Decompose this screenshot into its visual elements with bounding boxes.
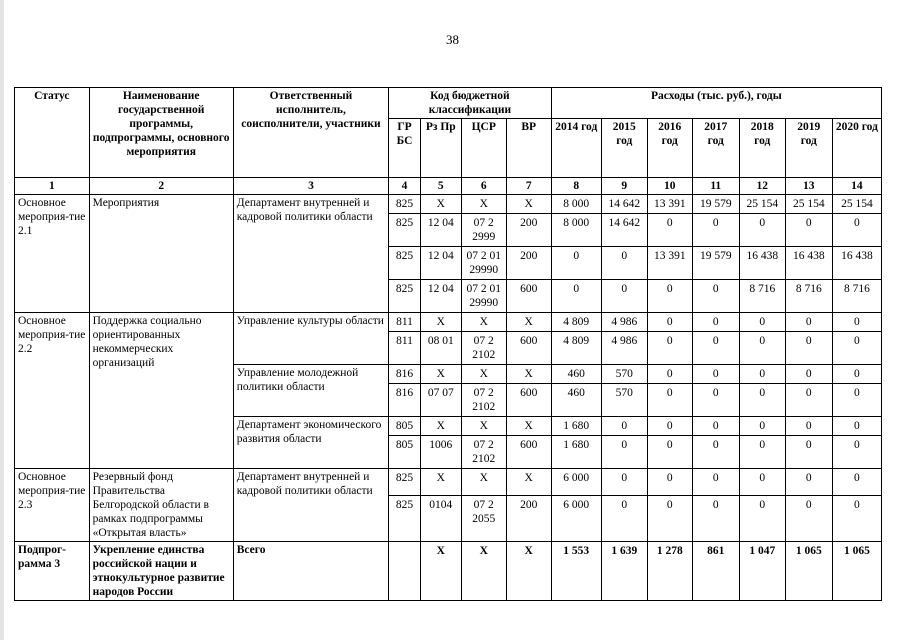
csr-cell: 07 2 01 29990	[461, 247, 506, 280]
y2014-cell: 1 680	[551, 417, 601, 436]
y2014-cell: 4 809	[551, 313, 601, 332]
subprogram-y2015-cell: 1 639	[601, 542, 647, 601]
y2015-cell: 0	[601, 417, 647, 436]
column-number: 6	[461, 178, 506, 195]
y2014-cell: 6 000	[551, 495, 601, 541]
y2017-cell: 0	[692, 365, 739, 384]
y2014-cell: 6 000	[551, 469, 601, 496]
y2017-cell: 0	[692, 313, 739, 332]
subprogram-executor-cell: Всего	[233, 542, 388, 601]
header-row-1	[15, 88, 882, 119]
measure-name-cell: Поддержка социально ориентированных некоммерческих организаций	[89, 313, 233, 469]
rzpr-cell: X	[420, 469, 461, 496]
csr-cell: X	[461, 195, 506, 214]
y2016-cell: 0	[647, 365, 692, 384]
executor-cell: Департамент внутренней и кадровой политики области	[233, 195, 388, 313]
y2017-cell: 0	[692, 469, 739, 496]
y2017-cell: 0	[692, 417, 739, 436]
column-number: 11	[692, 178, 739, 195]
y2017-cell: 0	[692, 280, 739, 313]
grbs-cell: 825	[389, 280, 421, 313]
y2019-cell: 0	[785, 313, 832, 332]
subprogram-y2020-cell: 1 065	[832, 542, 881, 601]
y2014-cell: 1 680	[551, 436, 601, 469]
y2015-cell: 4 986	[601, 332, 647, 365]
vr-cell: X	[506, 313, 551, 332]
rzpr-cell: X	[420, 313, 461, 332]
y2019-cell: 0	[785, 214, 832, 247]
status-cell: Основное мероприя-тие 2.1	[15, 195, 90, 313]
column-number: 14	[832, 178, 881, 195]
y2019-cell: 0	[785, 417, 832, 436]
measure-name-cell: Резервный фонд Правительства Белгородской области в рамках подпрограммы «Открытая власть»	[89, 469, 233, 542]
grbs-cell: 825	[389, 247, 421, 280]
y2014-cell: 8 000	[551, 214, 601, 247]
y2016-cell: 0	[647, 313, 692, 332]
subprogram-vr-cell: X	[506, 542, 551, 601]
y2020-cell: 0	[832, 365, 881, 384]
status-cell: Основное мероприя-тие 2.3	[15, 469, 90, 542]
y2018-cell: 0	[739, 469, 785, 496]
y2018-cell: 25 154	[739, 195, 785, 214]
header-vr: ВР	[506, 119, 551, 178]
vr-cell: 200	[506, 214, 551, 247]
y2014-cell: 0	[551, 247, 601, 280]
header-year-2018: 2018 год	[739, 119, 785, 178]
grbs-cell: 805	[389, 436, 421, 469]
y2020-cell: 0	[832, 313, 881, 332]
y2017-cell: 0	[692, 384, 739, 417]
y2015-cell: 14 642	[601, 214, 647, 247]
rzpr-cell: 1006	[420, 436, 461, 469]
y2015-cell: 570	[601, 384, 647, 417]
header-budget-code: Код бюджетной классификации	[389, 88, 552, 119]
table-row	[15, 469, 882, 496]
y2019-cell: 0	[785, 436, 832, 469]
csr-cell: X	[461, 313, 506, 332]
table-row	[15, 313, 882, 332]
csr-cell: 07 2 2102	[461, 436, 506, 469]
y2020-cell: 0	[832, 469, 881, 496]
grbs-cell: 825	[389, 469, 421, 496]
vr-cell: 600	[506, 280, 551, 313]
column-number: 3	[233, 178, 388, 195]
grbs-cell: 816	[389, 365, 421, 384]
csr-cell: X	[461, 417, 506, 436]
column-number: 7	[506, 178, 551, 195]
subprogram-y2017-cell: 861	[692, 542, 739, 601]
column-number-row	[15, 178, 882, 195]
y2018-cell: 0	[739, 495, 785, 541]
y2019-cell: 0	[785, 365, 832, 384]
y2018-cell: 0	[739, 365, 785, 384]
y2019-cell: 0	[785, 384, 832, 417]
measure-name-cell: Мероприятия	[89, 195, 233, 313]
header-year-2016: 2016 год	[647, 119, 692, 178]
executor-cell: Управление молодежной политики области	[233, 365, 388, 417]
csr-cell: 07 2 2102	[461, 384, 506, 417]
column-number: 9	[601, 178, 647, 195]
y2019-cell: 0	[785, 469, 832, 496]
subprogram-grbs-cell	[389, 542, 421, 601]
y2018-cell: 8 716	[739, 280, 785, 313]
y2017-cell: 19 579	[692, 247, 739, 280]
header-year-2020: 2020 год	[832, 119, 881, 178]
y2014-cell: 8 000	[551, 195, 601, 214]
y2019-cell: 0	[785, 495, 832, 541]
executor-cell: Департамент внутренней и кадровой политики области	[233, 469, 388, 542]
grbs-cell: 825	[389, 495, 421, 541]
y2018-cell: 0	[739, 417, 785, 436]
vr-cell: X	[506, 195, 551, 214]
csr-cell: 07 2 2055	[461, 495, 506, 541]
grbs-cell: 805	[389, 417, 421, 436]
y2020-cell: 25 154	[832, 195, 881, 214]
y2017-cell: 19 579	[692, 195, 739, 214]
column-number: 12	[739, 178, 785, 195]
rzpr-cell: 08 01	[420, 332, 461, 365]
y2015-cell: 0	[601, 280, 647, 313]
header-executor: Ответственный исполнитель, соисполнители, участники	[233, 88, 388, 178]
vr-cell: 600	[506, 436, 551, 469]
y2019-cell: 25 154	[785, 195, 832, 214]
vr-cell: 600	[506, 384, 551, 417]
y2016-cell: 0	[647, 495, 692, 541]
vr-cell: X	[506, 417, 551, 436]
vr-cell: 200	[506, 495, 551, 541]
csr-cell: X	[461, 365, 506, 384]
grbs-cell: 811	[389, 313, 421, 332]
y2018-cell: 0	[739, 332, 785, 365]
header-year-2019: 2019 год	[785, 119, 832, 178]
table-row	[15, 195, 882, 214]
y2019-cell: 0	[785, 332, 832, 365]
rzpr-cell: 12 04	[420, 280, 461, 313]
header-name: Наименование государственной программы, подпрограммы, основного мероприятия	[89, 88, 233, 178]
column-number: 13	[785, 178, 832, 195]
y2020-cell: 16 438	[832, 247, 881, 280]
subprogram-y2016-cell: 1 278	[647, 542, 692, 601]
y2018-cell: 16 438	[739, 247, 785, 280]
rzpr-cell: 0104	[420, 495, 461, 541]
y2016-cell: 0	[647, 417, 692, 436]
y2016-cell: 0	[647, 436, 692, 469]
subprogram-y2018-cell: 1 047	[739, 542, 785, 601]
header-year-2015: 2015 год	[601, 119, 647, 178]
subprogram-rzpr-cell: X	[420, 542, 461, 601]
rzpr-cell: X	[420, 417, 461, 436]
y2018-cell: 0	[739, 384, 785, 417]
rzpr-cell: 07 07	[420, 384, 461, 417]
header-year-2017: 2017 год	[692, 119, 739, 178]
y2015-cell: 0	[601, 469, 647, 496]
y2014-cell: 4 809	[551, 332, 601, 365]
budget-table	[14, 87, 882, 601]
header-csr: ЦСР	[461, 119, 506, 178]
y2016-cell: 0	[647, 332, 692, 365]
y2014-cell: 460	[551, 365, 601, 384]
y2016-cell: 0	[647, 469, 692, 496]
y2015-cell: 0	[601, 247, 647, 280]
y2020-cell: 0	[832, 384, 881, 417]
y2017-cell: 0	[692, 214, 739, 247]
executor-cell: Управление культуры области	[233, 313, 388, 365]
rzpr-cell: 12 04	[420, 247, 461, 280]
grbs-cell: 825	[389, 214, 421, 247]
y2020-cell: 0	[832, 436, 881, 469]
y2017-cell: 0	[692, 436, 739, 469]
subprogram-y2014-cell: 1 553	[551, 542, 601, 601]
y2014-cell: 0	[551, 280, 601, 313]
scan-edge-shadow	[0, 0, 4, 640]
y2020-cell: 0	[832, 332, 881, 365]
executor-cell: Департамент экономического развития области	[233, 417, 388, 469]
y2020-cell: 0	[832, 495, 881, 541]
grbs-cell: 811	[389, 332, 421, 365]
grbs-cell: 825	[389, 195, 421, 214]
column-number: 10	[647, 178, 692, 195]
y2017-cell: 0	[692, 332, 739, 365]
subprogram-y2019-cell: 1 065	[785, 542, 832, 601]
rzpr-cell: X	[420, 195, 461, 214]
column-number: 4	[389, 178, 421, 195]
y2018-cell: 0	[739, 436, 785, 469]
header-status: Статус	[15, 88, 90, 178]
vr-cell: 600	[506, 332, 551, 365]
y2019-cell: 8 716	[785, 280, 832, 313]
subprogram-csr-cell: X	[461, 542, 506, 601]
y2015-cell: 0	[601, 495, 647, 541]
rzpr-cell: X	[420, 365, 461, 384]
y2014-cell: 460	[551, 384, 601, 417]
column-number: 5	[420, 178, 461, 195]
y2015-cell: 0	[601, 436, 647, 469]
y2019-cell: 16 438	[785, 247, 832, 280]
y2015-cell: 14 642	[601, 195, 647, 214]
y2018-cell: 0	[739, 313, 785, 332]
csr-cell: 07 2 01 29990	[461, 280, 506, 313]
header-grbs: ГР БС	[389, 119, 421, 178]
rzpr-cell: 12 04	[420, 214, 461, 247]
y2016-cell: 0	[647, 214, 692, 247]
csr-cell: X	[461, 469, 506, 496]
y2020-cell: 0	[832, 417, 881, 436]
page-number: 38	[446, 32, 459, 47]
header-year-2014: 2014 год	[551, 119, 601, 178]
y2015-cell: 570	[601, 365, 647, 384]
y2016-cell: 0	[647, 280, 692, 313]
csr-cell: 07 2 2999	[461, 214, 506, 247]
y2015-cell: 4 986	[601, 313, 647, 332]
subprogram-row	[15, 542, 882, 601]
vr-cell: 200	[506, 247, 551, 280]
subprogram-status-cell: Подпрог-рамма 3	[15, 542, 90, 601]
header-expenses: Расходы (тыс. руб.), годы	[551, 88, 881, 119]
y2017-cell: 0	[692, 495, 739, 541]
y2016-cell: 13 391	[647, 195, 692, 214]
column-number: 1	[15, 178, 90, 195]
header-rzpr: Рз Пр	[420, 119, 461, 178]
grbs-cell: 816	[389, 384, 421, 417]
y2020-cell: 8 716	[832, 280, 881, 313]
y2018-cell: 0	[739, 214, 785, 247]
vr-cell: X	[506, 469, 551, 496]
subprogram-name-cell: Укрепление единства российской нации и этнокультурное развитие народов России	[89, 542, 233, 601]
y2016-cell: 0	[647, 384, 692, 417]
status-cell: Основное мероприя-тие 2.2	[15, 313, 90, 469]
y2020-cell: 0	[832, 214, 881, 247]
vr-cell: X	[506, 365, 551, 384]
y2016-cell: 13 391	[647, 247, 692, 280]
column-number: 8	[551, 178, 601, 195]
csr-cell: 07 2 2102	[461, 332, 506, 365]
column-number: 2	[89, 178, 233, 195]
